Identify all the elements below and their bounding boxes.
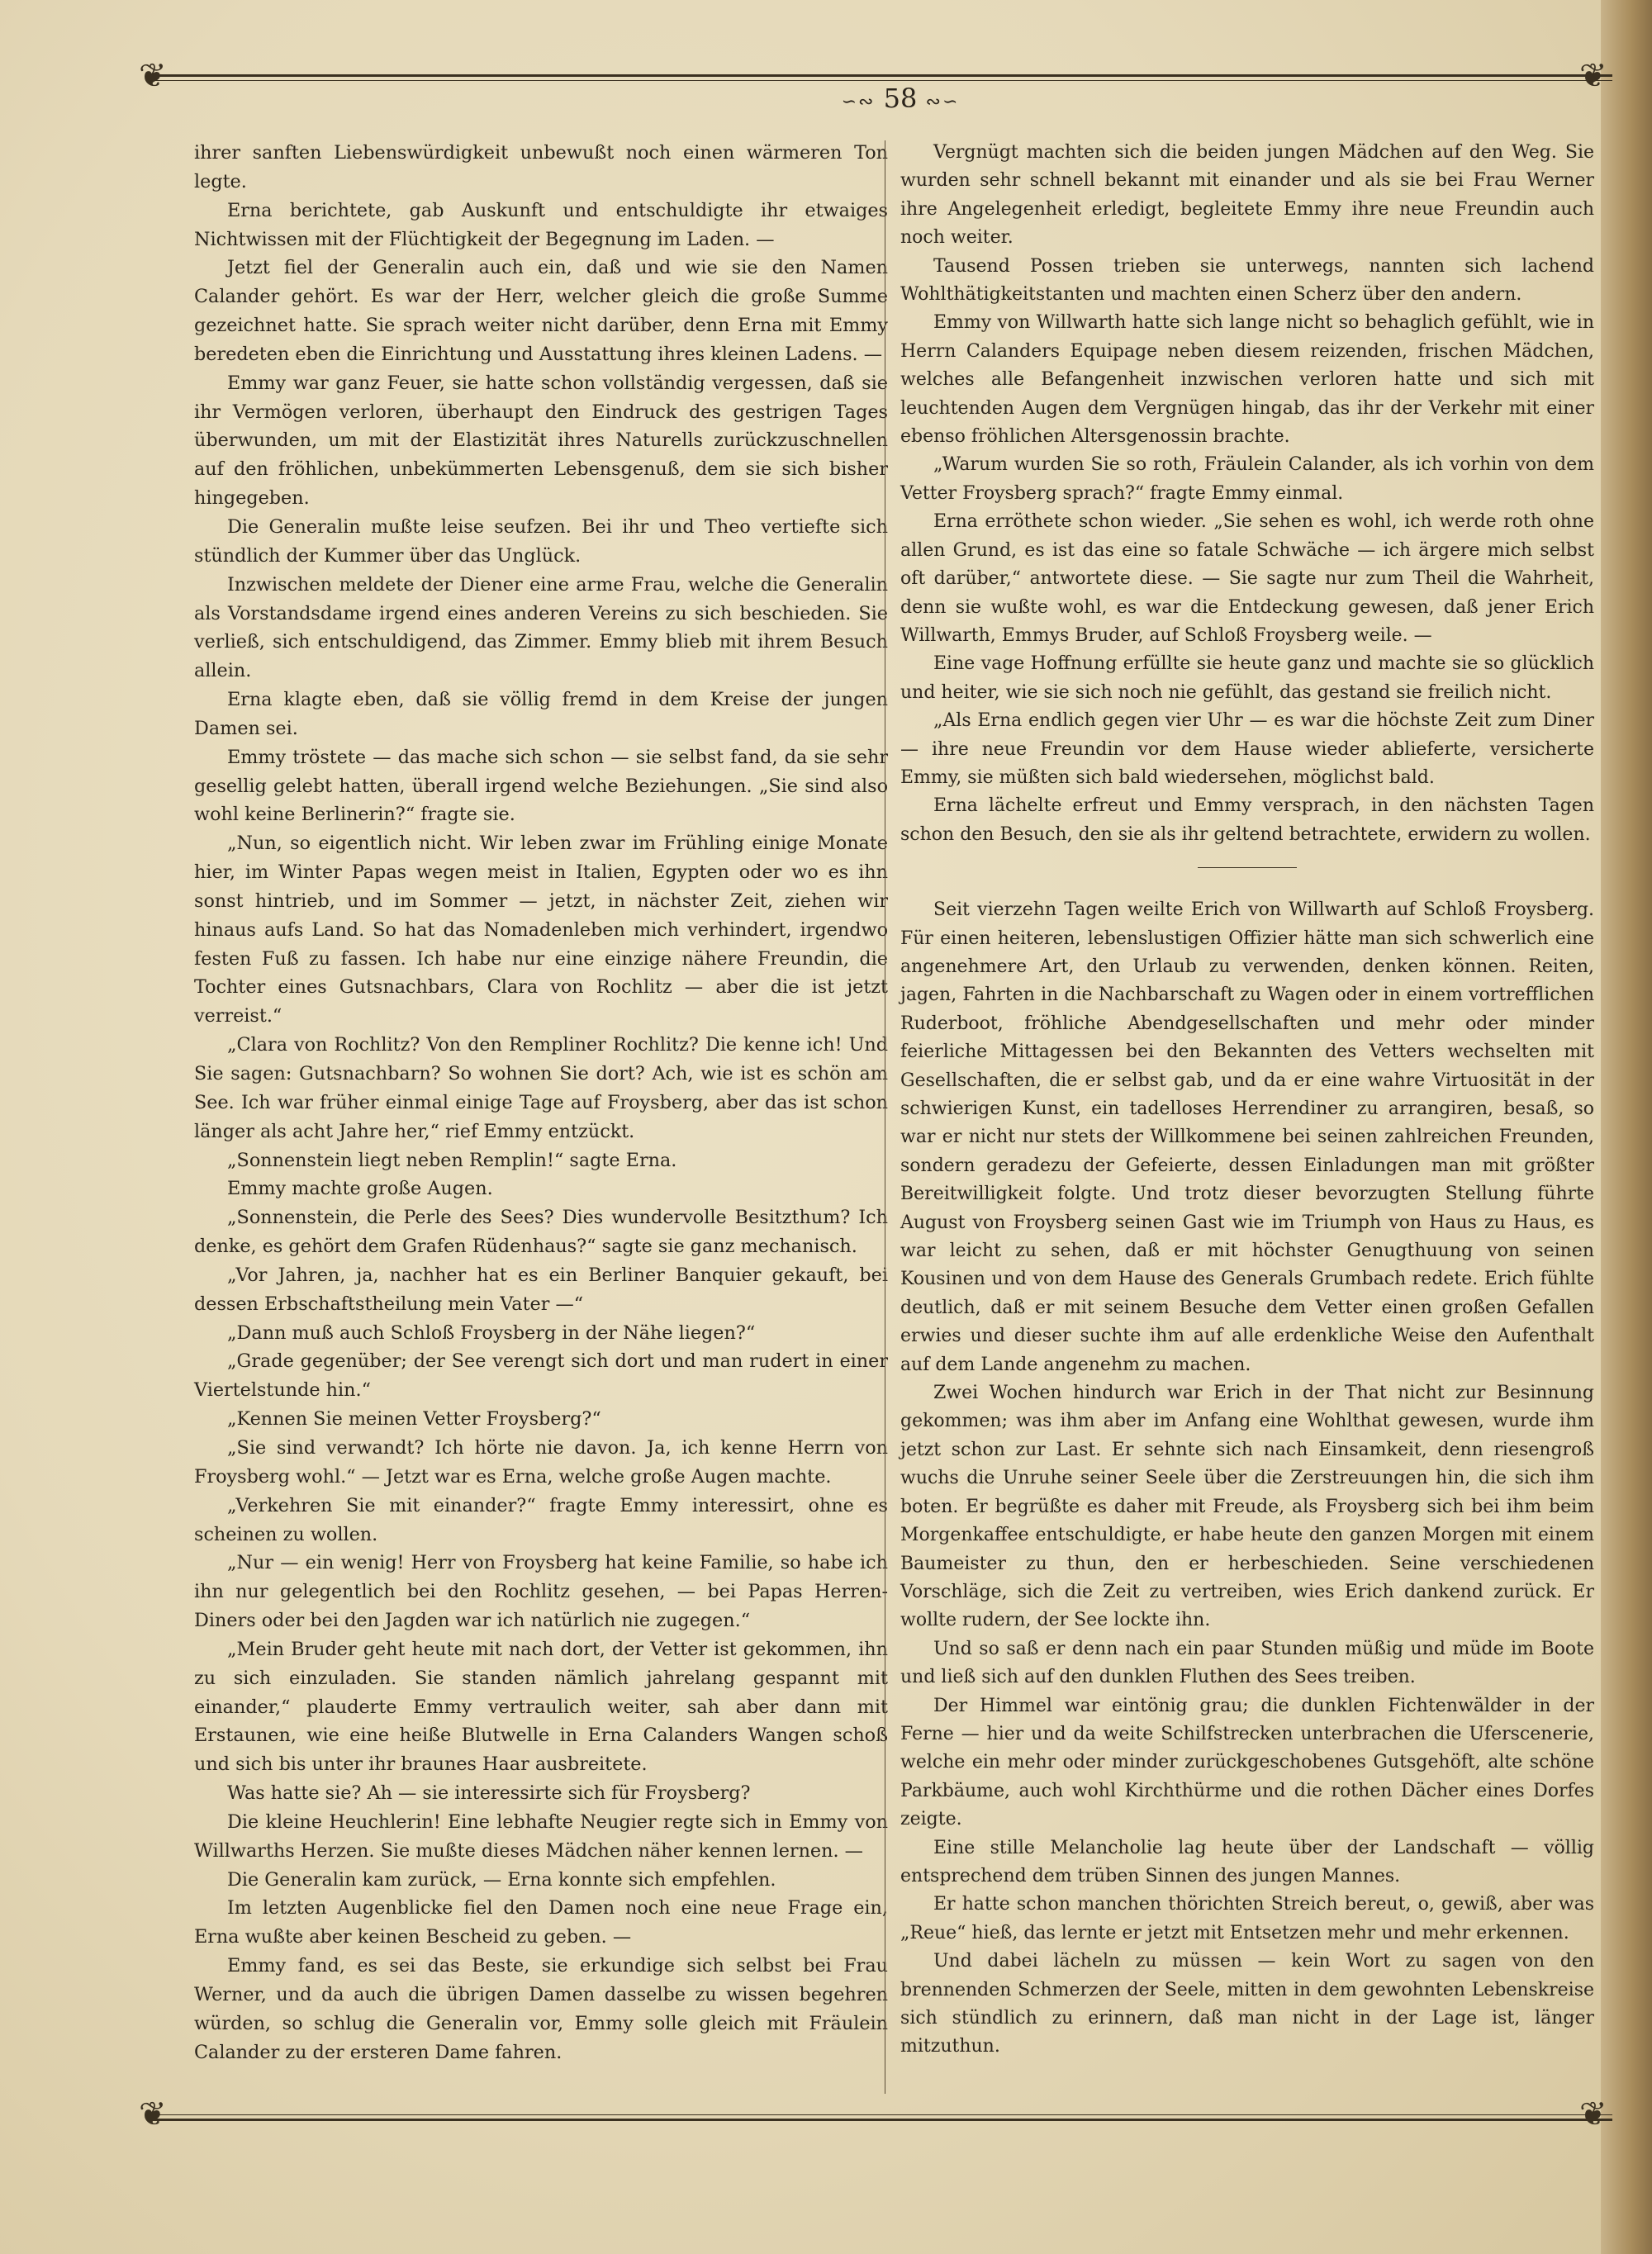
paragraph: Was hatte sie? Ah — sie interessirte sich für Froysberg? [227, 1782, 751, 1805]
paragraph: ihrer sanften Liebenswürdigkeit unbewußt noch einen wärmeren Ton legte. [194, 142, 888, 192]
paragraph: „Grade gegenüber; der See verengt sich dort und man rudert in einer Viertelstunde hin.“ [194, 1350, 888, 1402]
paragraph: Emmy fand, es sei das Beste, sie erkundige sich selbst bei Frau Werner, und da auch die übrigen Damen dasselbe zu wissen begehren würden, so schlug die Generalin vor, Emmy solle gleich mit Fräulein Calander zu der ersteren Dame fahren. [194, 1955, 888, 2063]
paragraph: Tausend Possen trieben sie unterwegs, nannten sich lachend Wohlthätigkeitstanten und machten einen Scherz über den andern. [900, 255, 1594, 306]
left-column [194, 139, 888, 2067]
paragraph: „Nur — ein wenig! Herr von Froysberg hat keine Familie, so habe ich ihn nur gelegentlich bei den Rochlitz gesehen, — bei Papas Herren-Diners oder bei den Jagden war ich natürlich nie zugegen.“ [194, 1552, 888, 1632]
top-border-rule [153, 74, 1612, 81]
right-column-bottom-section [900, 896, 1594, 2062]
paragraph: Vergnügt machten sich die beiden jungen Mädchen auf den Weg. Sie wurden sehr schnell bekannt mit einander und als sie bei Frau Werner ihre Angelegenheit erledigt, begleitete Emmy ihre neue Freundin auch noch weiter. [900, 142, 1594, 249]
paragraph: „Nun, so eigentlich nicht. Wir leben zwar im Frühling einige Monate hier, im Winter Papas wegen meist in Italien, Egypten oder wo es ihn sonst hintrieb, und im Sommer — jetzt, in nächster Zeit, ziehen wir hinaus aufs Land. So hat das Nomadenleben mich verhindert, irgendwo festen Fuß zu fassen. Ich habe nur eine einzige nähere Freundin, die Tochter eines Gutsnachbars, Clara von Rochlitz — aber die ist jetzt verreist.“ [194, 833, 888, 1027]
paragraph: „Warum wurden Sie so roth, Fräulein Calander, als ich vorhin von dem Vetter Froysberg sprach?“ fragte Emmy einmal. [900, 454, 1594, 504]
paragraph: Emmy machte große Augen. [227, 1178, 493, 1200]
paragraph: „Sonnenstein liegt neben Remplin!“ sagte Erna. [227, 1149, 677, 1171]
page-header [776, 83, 1024, 114]
paragraph: „Verkehren Sie mit einander?“ fragte Emmy interessirt, ohne es scheinen zu wollen. [194, 1494, 888, 1545]
bottom-border-rule [153, 2114, 1612, 2115]
corner-ornament-top-right: ❦ [1579, 57, 1607, 95]
paragraph: Und dabei lächeln zu müssen — kein Wort zu sagen von den brennenden Schmerzen der Seele, mitten in dem gewohnten Lebenskreise sich stündlich zu erinnern, daß man nicht in der Lage ist, länger mitzuthun. [900, 1951, 1594, 2057]
paragraph: „Vor Jahren, ja, nachher hat es ein Berliner Banquier gekauft, bei dessen Erbschaftstheilung mein Vater —“ [194, 1264, 888, 1315]
paragraph: Zwei Wochen hindurch war Erich in der That nicht zur Besinnung gekommen; was ihm aber im Anfang eine Wohlthat gewesen, wurde ihm jetzt schon zur Last. Er sehnte sich nach Einsamkeit, denn riesengroß wuchs die Unruhe seiner Seele über die Zerstreuungen hin, die sich ihm boten. Er begrüßte es daher mit Freude, als Froysberg sich bei ihm beim Morgenkaffee entschuldigte, er habe heute den ganzen Morgen mit einem Baumeister zu thun, den er herbeschieden. Seine verschiedenen Vorschläge, sich die Zeit zu vertreiben, wies Erich dankend zurück. Er wollte rudern, der See lockte ihn. [900, 1383, 1594, 1631]
paragraph: „Als Erna endlich gegen vier Uhr — es war die höchste Zeit zum Diner — ihre neue Freundin vor dem Hause wieder ablieferte, versicherte Emmy, sie müßten sich bald wiedersehen, möglichst bald. [900, 710, 1594, 788]
paragraph: Die kleine Heuchlerin! Eine lebhafte Neugier regte sich in Emmy von Willwarths Herzen. Sie mußte dieses Mädchen näher kennen lernen. — [194, 1810, 888, 1862]
paragraph: „Kennen Sie meinen Vetter Froysberg?“ [227, 1408, 601, 1431]
paragraph: „Sonnenstein, die Perle des Sees? Dies wundervolle Besitzthum? Ich denke, es gehört dem Grafen Rüdenhaus?“ sagte sie ganz mechanisch. [194, 1207, 888, 1258]
section-divider [1198, 867, 1297, 868]
flourish-right-icon: ∾∽ [925, 92, 960, 112]
paragraph: Erna berichtete, gab Auskunft und entschuldigte ihr etwaiges Nichtwissen mit der Flüchtigkeit der Begegnung im Laden. — [194, 199, 888, 250]
paragraph: Emmy von Willwarth hatte sich lange nicht so behaglich gefühlt, wie in Herrn Calanders Equipage neben diesem reizenden, frischen Mädchen, welches alle Befangenheit inzwischen verloren hatte und sich mit leuchtenden Augen dem Vergnügen hingab, das ihr der Verkehr mit einer ebenso fröhlichen Altersgenossin brachte. [900, 312, 1594, 448]
flourish-left-icon: ∽∾ [841, 92, 876, 112]
paragraph: Und so saß er denn nach ein paar Stunden müßig und müde im Boote und ließ sich auf den dunklen Fluthen des Sees treiben. [900, 1638, 1594, 1688]
paragraph: Im letzten Augenblicke fiel den Damen noch eine neue Frage ein, Erna wußte aber keinen Bescheid zu geben. — [194, 1897, 888, 1948]
paragraph: „Dann muß auch Schloß Froysberg in der Nähe liegen?“ [227, 1322, 756, 1344]
right-column [900, 139, 1594, 2062]
paragraph: „Clara von Rochlitz? Von den Rempliner Rochlitz? Die kenne ich! Und Sie sagen: Gutsnachbarn? So wohnen Sie dort? Ach, wie ist es schön am See. Ich war früher einmal einige Tage auf Froysberg, aber das ist schon länger als acht Jahre her,“ rief Emmy entzückt. [194, 1034, 888, 1142]
paragraph: Er hatte schon manchen thörichten Streich bereut, o, gewiß, aber was „Reue“ hieß, das lernte er jetzt mit Entsetzen mehr und mehr erkennen. [900, 1894, 1594, 1943]
paper-edge [1601, 0, 1652, 2254]
paragraph: Erna erröthete schon wieder. „Sie sehen es wohl, ich werde roth ohne allen Grund, es ist das eine so fatale Schwäche — ich ärgere mich selbst oft darüber,“ antwortete diese. — Sie sagte nur zum Theil die Wahrheit, denn sie wußte wohl, es war die Entdeckung gewesen, daß jener Erich Willwarth, Emmys Bruder, auf Schloß Froysberg weile. — [900, 511, 1594, 646]
corner-ornament-top-left: ❦ [139, 57, 167, 95]
page-number: 58 [883, 83, 918, 114]
paragraph: Die Generalin kam zurück, — Erna konnte sich empfehlen. [227, 1868, 776, 1891]
paragraph: Erna klagte eben, daß sie völlig fremd in dem Kreise der jungen Damen sei. [194, 689, 888, 739]
paragraph: Eine vage Hoffnung erfüllte sie heute ganz und machte sie so glücklich und heiter, wie sie sich noch nie gefühlt, das gestand sie freilich nicht. [900, 653, 1594, 703]
corner-ornament-bottom-left: ❦ [139, 2095, 167, 2133]
paragraph: Seit vierzehn Tagen weilte Erich von Willwarth auf Schloß Froysberg. Für einen heiteren, lebenslustigen Offizier hätte man sich schwerlich eine angenehmere Art, den Urlaub zu verwenden, denken können. Reiten, jagen, Fahrten in die Nachbarschaft zu Wagen oder in einem vortrefflichen Ruderboot, fröhliche Abendgesellschaften und mehr oder minder feierliche Mittagessen bei den Bekannten des Vetters wechselten mit Gesellschaften, die er selbst gab, und da er eine wahre Virtuosität in der schwierigen Kunst, ein tadelloses Herrendiner zu arrangiren, besaß, so war er nicht nur stets der Willkommene bei seinen zahlreichen Freunden, sondern geradezu der Gefeierte, dessen Einladungen man mit größter Bereitwilligkeit folgte. Und trotz dieser bevorzugten Stellung führte August von Froysberg seinen Gast wie im Triumph von Haus zu Haus, es war leicht zu sehen, daß er mit höchster Genugthuung von seinen Kousinen und von dem Hause des Generals Grumbach redete. Erich fühlte deutlich, daß er mit seinem Besuche dem Vetter einen großen Gefallen erwies und dieser suchte ihm auf alle erdenkliche Weise den Aufenthalt auf dem Lande angenehm zu machen. [900, 899, 1594, 1375]
paragraph: „Mein Bruder geht heute mit nach dort, der Vetter ist gekommen, ihn zu sich einzuladen. Sie standen nämlich jahrelang gespannt mit einander,“ plauderte Emmy vertraulich weiter, sah aber dann mit Erstaunen, wie eine heiße Blutwelle in Erna Calanders Wangen schoß und sich bis unter ihr braunes Haar ausbreitete. [194, 1638, 888, 1776]
right-column-top-section [900, 139, 1594, 849]
paragraph: Eine stille Melancholie lag heute über der Landschaft — völlig entsprechend dem trüben Sinnen des jungen Mannes. [900, 1837, 1594, 1886]
paragraph: Emmy war ganz Feuer, sie hatte schon vollständig vergessen, daß sie ihr Vermögen verloren, überhaupt den Eindruck des gestrigen Tages überwunden, um mit der Elastizität ihres Naturells zurückzuschnellen auf den fröhlichen, unbekümmerten Lebensgenuß, dem sie sich bisher hingegeben. [194, 372, 888, 510]
paragraph: Jetzt fiel der Generalin auch ein, daß und wie sie den Namen Calander gehört. Es war der Herr, welcher gleich die große Summe gezeichnet hatte. Sie sprach weiter nicht darüber, denn Erna mit Emmy beredeten eben die Einrichtung und Ausstattung ihres kleinen Ladens. — [194, 257, 888, 365]
paragraph: „Sie sind verwandt? Ich hörte nie davon. Ja, ich kenne Herrn von Froysberg wohl.“ — Jetzt war es Erna, welche große Augen machte. [194, 1436, 888, 1488]
corner-ornament-bottom-right: ❦ [1579, 2095, 1607, 2133]
paragraph: Der Himmel war eintönig grau; die dunklen Fichtenwälder in der Ferne — hier und da weite Schilfstrecken unterbrachen die Uferscenerie, welche ein mehr oder minder zurückgeschobenes Gutsgehöft, alte schöne Parkbäume, auch wohl Kirchthürme und die rothen Dächer eines Dorfes zeigte. [900, 1695, 1594, 1830]
paragraph: Die Generalin mußte leise seufzen. Bei ihr und Theo vertiefte sich stündlich der Kummer über das Unglück. [194, 515, 888, 567]
paragraph: Inzwischen meldete der Diener eine arme Frau, welche die Generalin als Vorstandsdame irgend eines anderen Vereins zu sich beschieden. Sie verließ, sich entschuldigend, das Zimmer. Emmy blieb mit ihrem Besuch allein. [194, 573, 888, 682]
paragraph: Emmy tröstete — das mache sich schon — sie selbst fand, da sie sehr gesellig gelebt hatten, überall irgend welche Beziehungen. „Sie sind also wohl keine Berlinerin?“ fragte sie. [194, 746, 888, 826]
paragraph: Erna lächelte erfreut und Emmy versprach, in den nächsten Tagen schon den Besuch, den sie als ihr geltend betrachtete, erwidern zu wollen. [900, 795, 1594, 845]
